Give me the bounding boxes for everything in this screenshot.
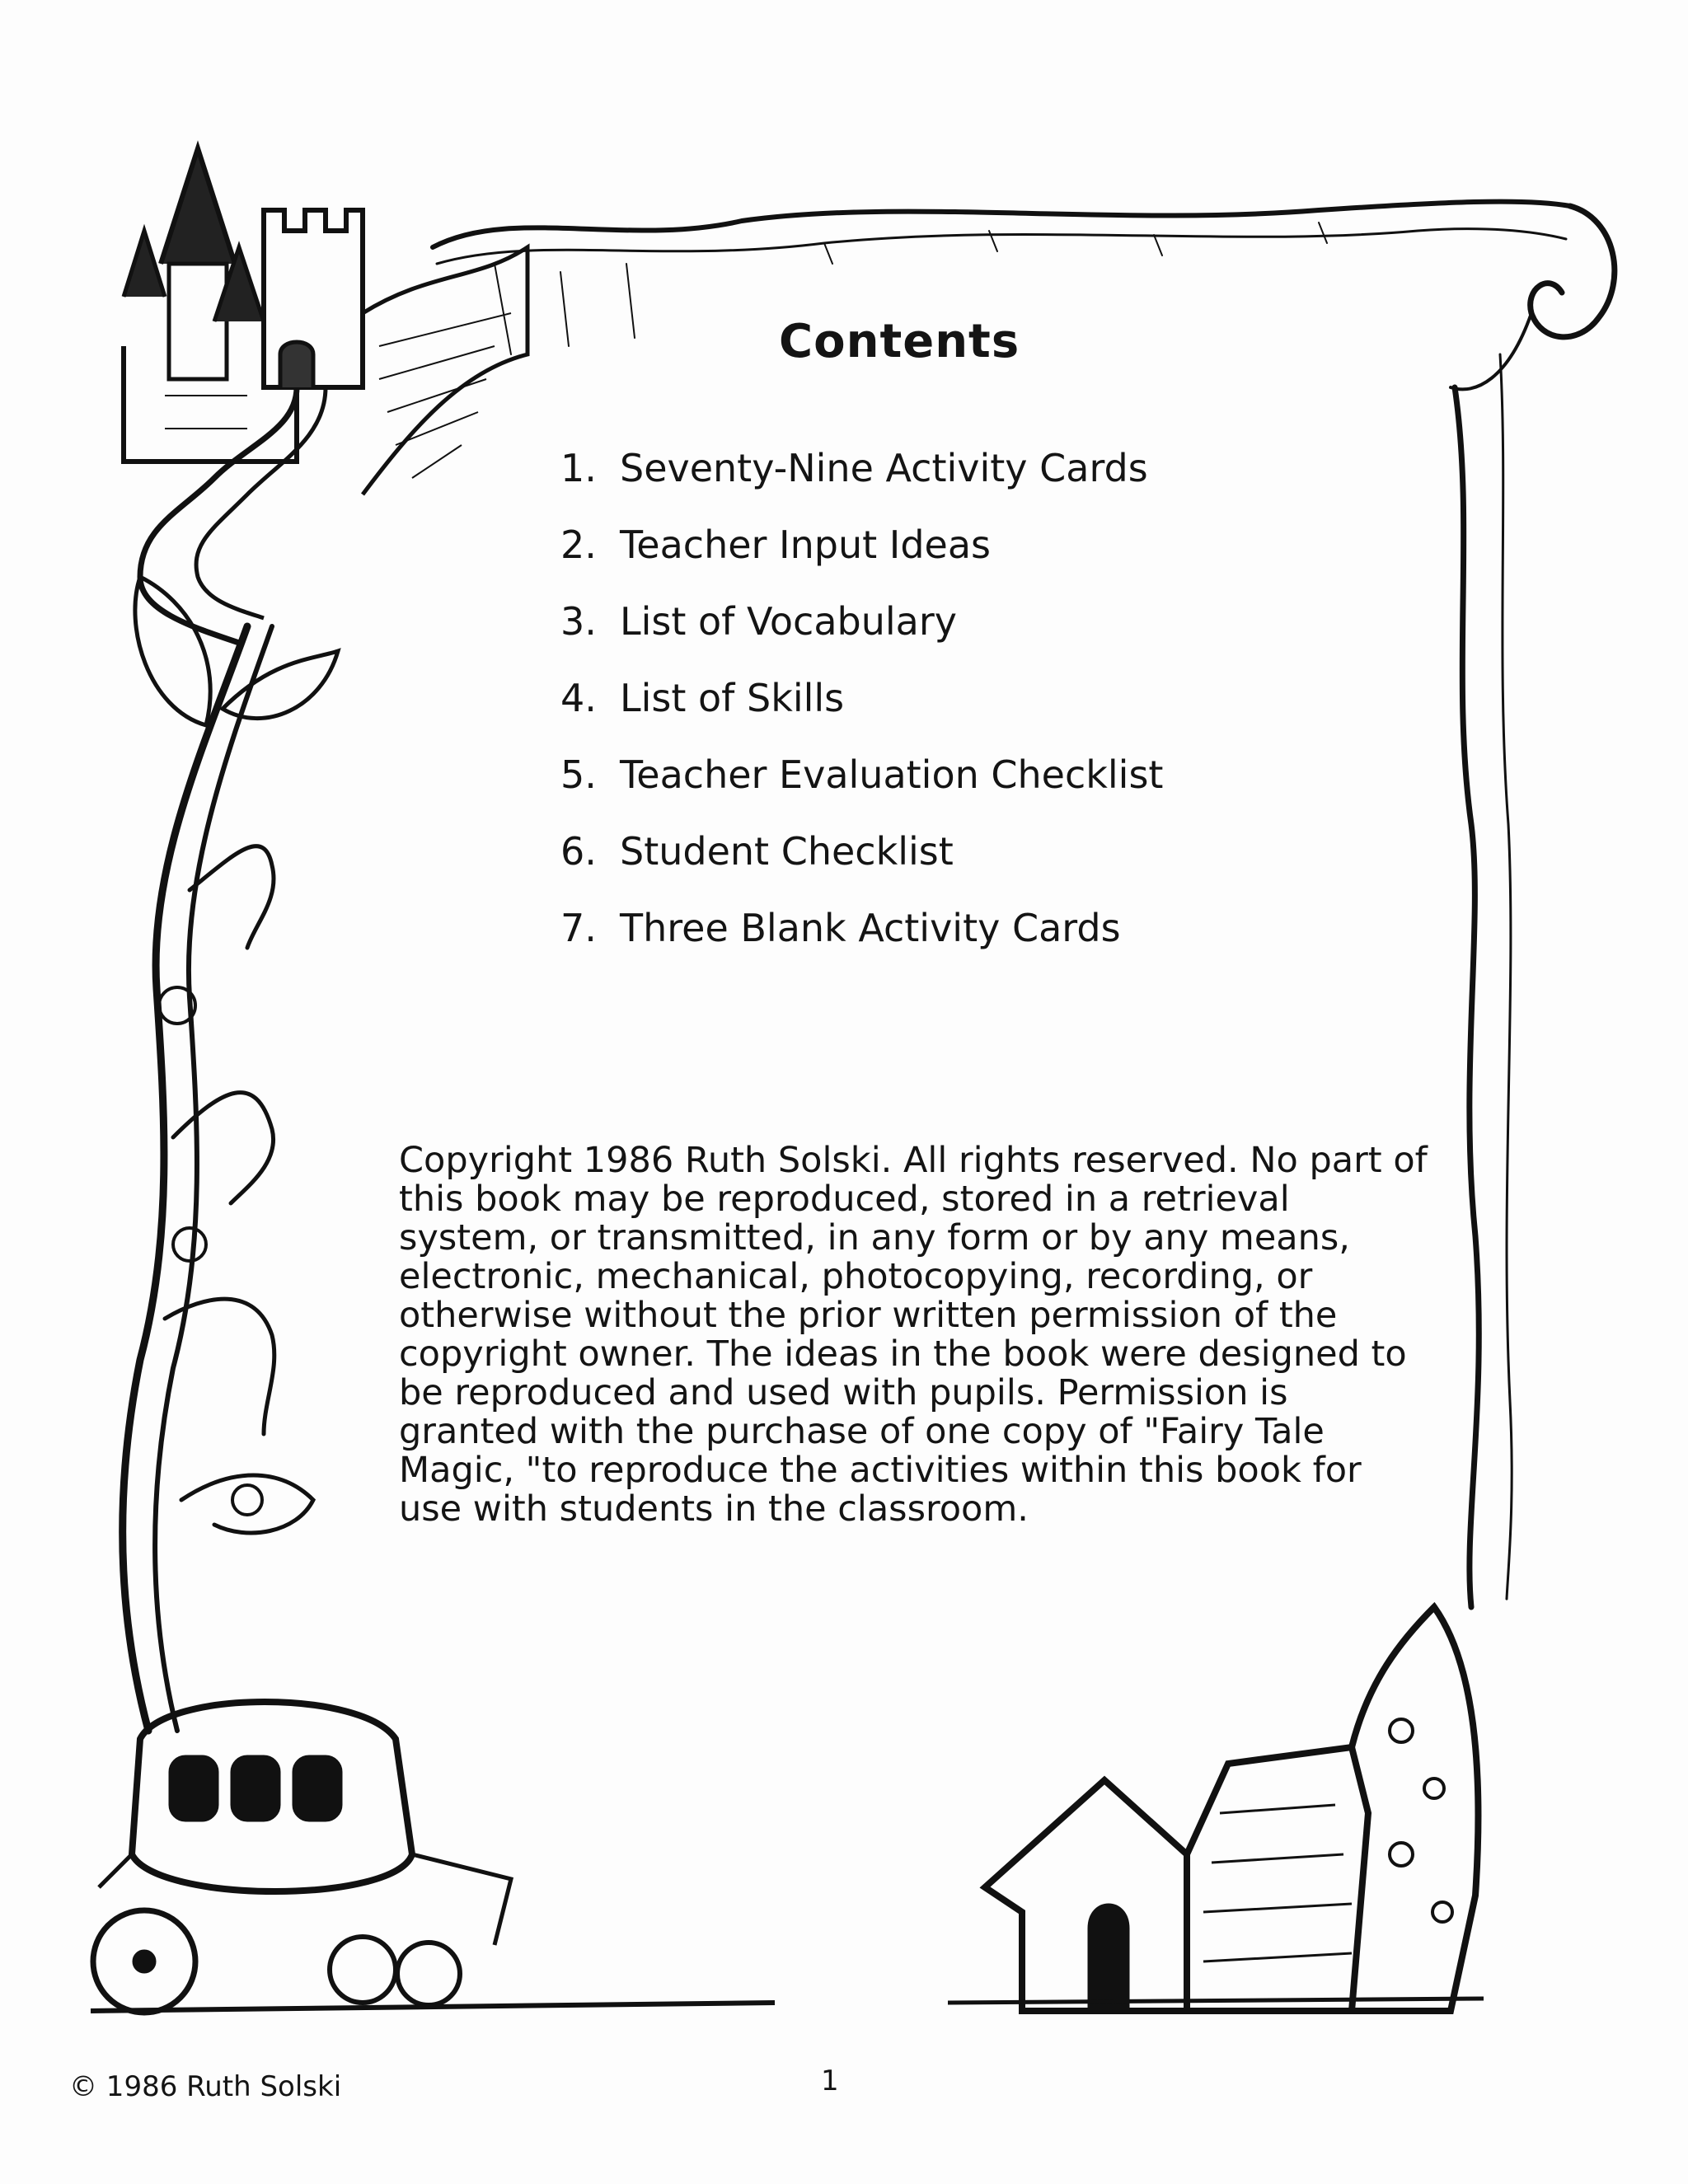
list-item [560,590,1163,667]
page-title: Contents [779,315,1020,368]
list-item-label: List of Skills [620,676,845,720]
list-item-label: Student Checklist [620,829,954,874]
list-item-number: 6. [560,829,597,874]
list-item [560,513,1163,590]
list-item-number: 1. [560,446,597,490]
list-item-label: Three Blank Activity Cards [620,906,1121,950]
list-item-number: 4. [560,676,597,720]
list-item-label: Teacher Evaluation Checklist [620,752,1164,797]
list-item-number: 3. [560,599,597,644]
list-item [560,667,1163,743]
copyright-notice: Copyright 1986 Ruth Solski. All rights reserved. No part of this book may be reproduced, stored in a retrieval system, or transmitted, in any form or by any means, electronic, mechanical, photocopying, recording, or otherwise without the prior written permission of the copyright owner. The ideas in the book were designed to be reproduced and used with pupils. Permission is granted with the purchase of one copy of "Fairy Tale Magic, "to reproduce the activities within this book for use with students in the classroom. [399,1140,1428,1530]
list-item-number: 7. [560,906,597,950]
footer-copyright: © 1986 Ruth Solski [69,2070,342,2103]
list-item [560,820,1163,897]
list-item [560,437,1163,513]
list-item-number: 2. [560,523,597,567]
list-item-number: 5. [560,752,597,797]
list-item-label: Seventy-Nine Activity Cards [620,446,1148,490]
list-item [560,743,1163,820]
beanstalk-illustration [123,577,338,1731]
gingerbread-house-illustration [948,1607,1484,2011]
list-item [560,897,1163,973]
list-item-label: List of Vocabulary [620,599,957,644]
page-number: 1 [821,2064,839,2097]
coach-illustration [91,1702,775,2013]
castle-illustration [124,148,528,643]
contents-list [560,437,1163,973]
list-item-label: Teacher Input Ideas [620,523,992,567]
